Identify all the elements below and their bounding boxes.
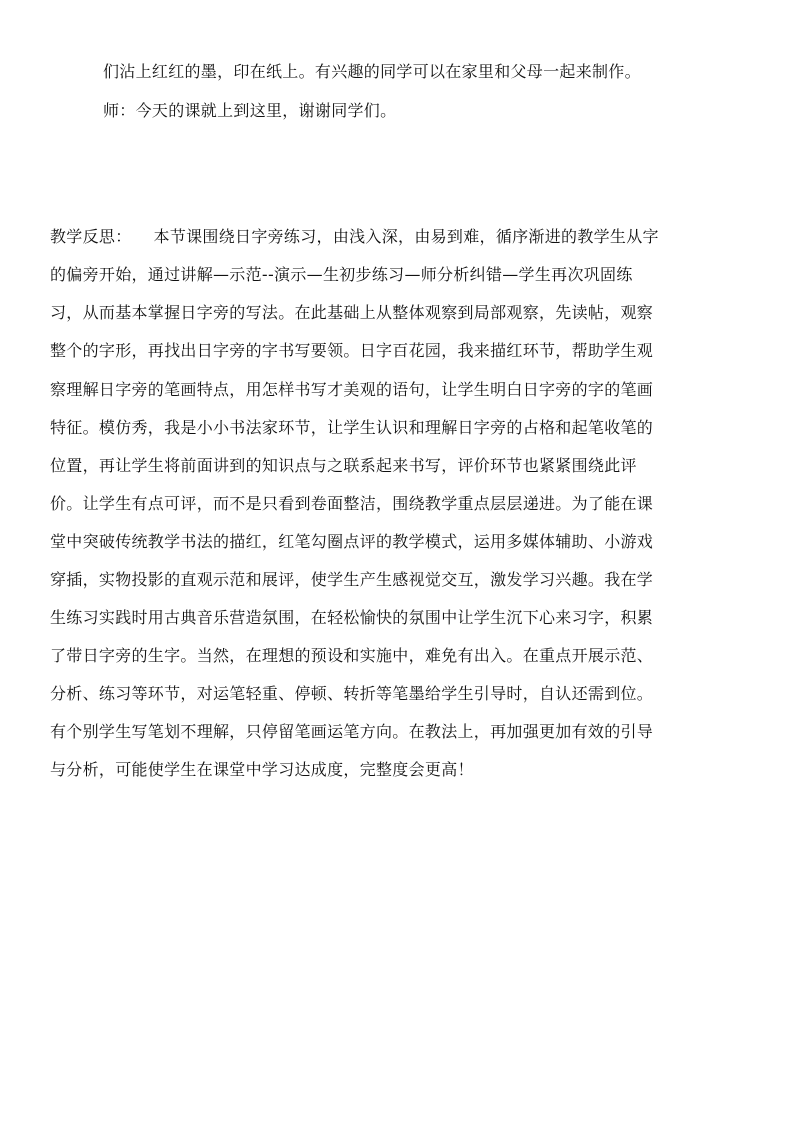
- reflection-line: 与分析，可能使学生在课堂中学习达成度，完整度会更高！: [50, 760, 474, 779]
- reflection-line: 特征。模仿秀，我是小小书法家环节，让学生认识和理解日字旁的占格和起笔收笔的: [50, 418, 654, 437]
- reflection-text: 本节课围绕日字旁练习，由浅入深，由易到难，循序渐进的教学生从字: [153, 227, 659, 246]
- reflection-line: 习，从而基本掌握日字旁的写法。在此基础上从整体观察到局部观察，先读帖，观察: [50, 303, 654, 322]
- reflection-line: 价。让学生有点可评，而不是只看到卷面整洁，围绕教学重点层层递进。为了能在课: [50, 494, 654, 513]
- reflection-label: 教学反思：: [50, 227, 132, 246]
- reflection-line: 了带日字旁的生字。当然，在理想的预设和实施中，难免有出入。在重点开展示范、: [50, 646, 654, 665]
- reflection-line: 堂中突破传统教学书法的描红，红笔勾圈点评的教学模式，运用多媒体辅助、小游戏: [50, 532, 654, 551]
- reflection-line: 的偏旁开始，通过讲解—示范--演示—生初步练习—师分析纠错—学生再次巩固练: [50, 265, 633, 284]
- continuation-line-1: 们沾上红红的墨，印在纸上。有兴趣的同学可以在家里和父母一起来制作。: [103, 62, 641, 81]
- reflection-line: 有个别学生写笔划不理解，只停留笔画运笔方向。在教法上，再加强更加有效的引导: [50, 722, 654, 741]
- reflection-line: 穿插，实物投影的直观示范和展评，使学生产生感视觉交互，激发学习兴趣。我在学: [50, 570, 654, 589]
- reflection-line: 分析、练习等环节，对运笔轻重、停顿、转折等笔墨给学生引导时，自认还需到位。: [50, 684, 654, 703]
- reflection-line: 察理解日字旁的笔画特点，用怎样书写才美观的语句，让学生明白日字旁的字的笔画: [50, 380, 654, 399]
- reflection-line: 位置，再让学生将前面讲到的知识点与之联系起来书写，评价环节也紧紧围绕此评: [50, 456, 637, 475]
- reflection-line: [50, 226, 659, 248]
- reflection-line: 生练习实践时用古典音乐营造氛围，在轻松愉快的氛围中让学生沉下心来习字，积累: [50, 608, 654, 627]
- reflection-line: 整个的字形，再找出日字旁的字书写要领。日字百花园，我来描红环节，帮助学生观: [50, 341, 654, 360]
- continuation-line-2: 师：今天的课就上到这里，谢谢同学们。: [103, 101, 397, 120]
